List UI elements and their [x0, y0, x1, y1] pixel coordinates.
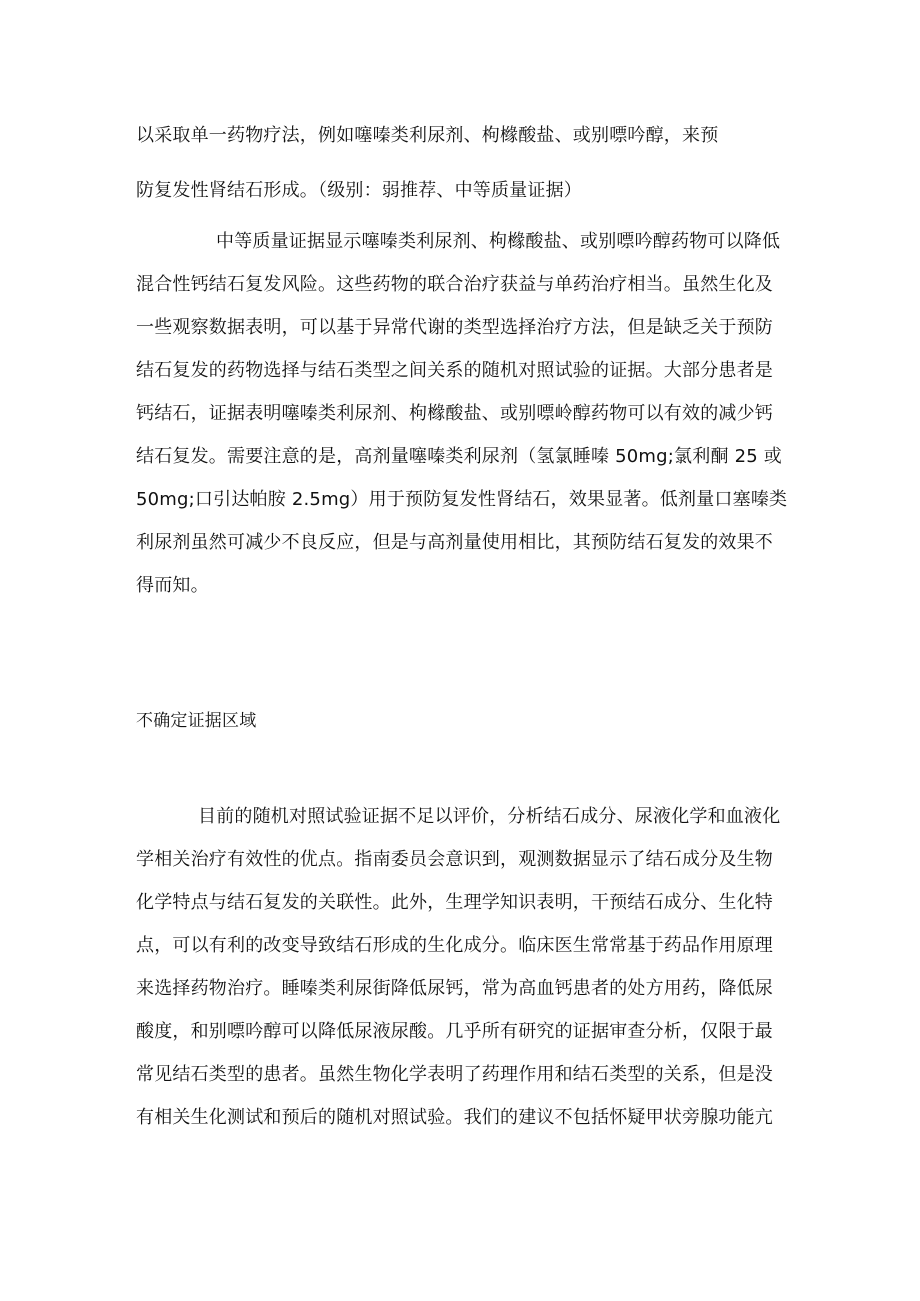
paragraph-line: 结石复发。需要注意的是，高剂量噻嗪类利尿剂（氢氯睡嗪 50mg;氯利酮 25 或 — [136, 446, 782, 467]
paragraph-line: 有相关生化测试和预后的随机对照试验。我们的建议不包括怀疑甲状旁腺功能亢 — [136, 1107, 773, 1128]
paragraph-line: 学相关治疗有效性的优点。指南委员会意识到，观测数据显示了结石成分及生物 — [136, 849, 773, 870]
paragraph-line: 结石复发的药物选择与结石类型之间关系的随机对照试验的证据。大部分患者是 — [136, 360, 773, 381]
text-line: 防复发性肾结石形成。（级别：弱推荐、中等质量证据） — [136, 180, 582, 201]
paragraph-line: 钙结石，证据表明噻嗪类利尿剂、枸橼酸盐、或别嘌岭醇药物可以有效的减少钙 — [136, 403, 773, 424]
paragraph-line: 混合性钙结石复发风险。这些药物的联合治疗获益与单药治疗相当。虽然生化及 — [136, 274, 773, 295]
paragraph-line: 50mg;口引达帕胺 2.5mg）用于预防复发性肾结石，效果显著。低剂量口塞嗪类 — [136, 489, 788, 510]
paragraph-line: 一些观察数据表明，可以基于异常代谢的类型选择治疗方法，但是缺乏关于预防 — [136, 317, 773, 338]
text-line: 以采取单一药物疗法，例如噻嗪类利尿剂、枸橼酸盐、或别嘌吟醇，来预 — [136, 125, 719, 146]
paragraph-line: 中等质量证据显示噻嗪类利尿剂、枸橼酸盐、或别嘌吟醇药物可以降低 — [216, 231, 781, 252]
paragraph-line: 点，可以有利的改变导致结石形成的生化成分。临床医生常常基于药品作用原理 — [136, 935, 773, 956]
paragraph-line: 利尿剂虽然可减少不良反应，但是与高剂量使用相比，其预防结石复发的效果不 — [136, 532, 773, 553]
paragraph-line: 目前的随机对照试验证据不足以评价，分析结石成分、尿液化学和血液化 — [198, 806, 781, 827]
paragraph-line: 来选择药物治疗。睡嗪类利尿街降低尿钙，常为高血钙患者的处方用药，降低尿 — [136, 978, 773, 999]
paragraph-line: 常见结石类型的患者。虽然生物化学表明了药理作用和结石类型的关系，但是没 — [136, 1064, 773, 1085]
paragraph-line: 酸度，和别嘌吟醇可以降低尿液尿酸。几乎所有研究的证据审查分析，仅限于最 — [136, 1021, 773, 1042]
paragraph-line: 得而知。 — [136, 575, 209, 596]
paragraph-line: 化学特点与结石复发的关联性。此外，生理学知识表明，干预结石成分、生化特 — [136, 892, 773, 913]
section-heading: 不确定证据区域 — [136, 711, 257, 731]
